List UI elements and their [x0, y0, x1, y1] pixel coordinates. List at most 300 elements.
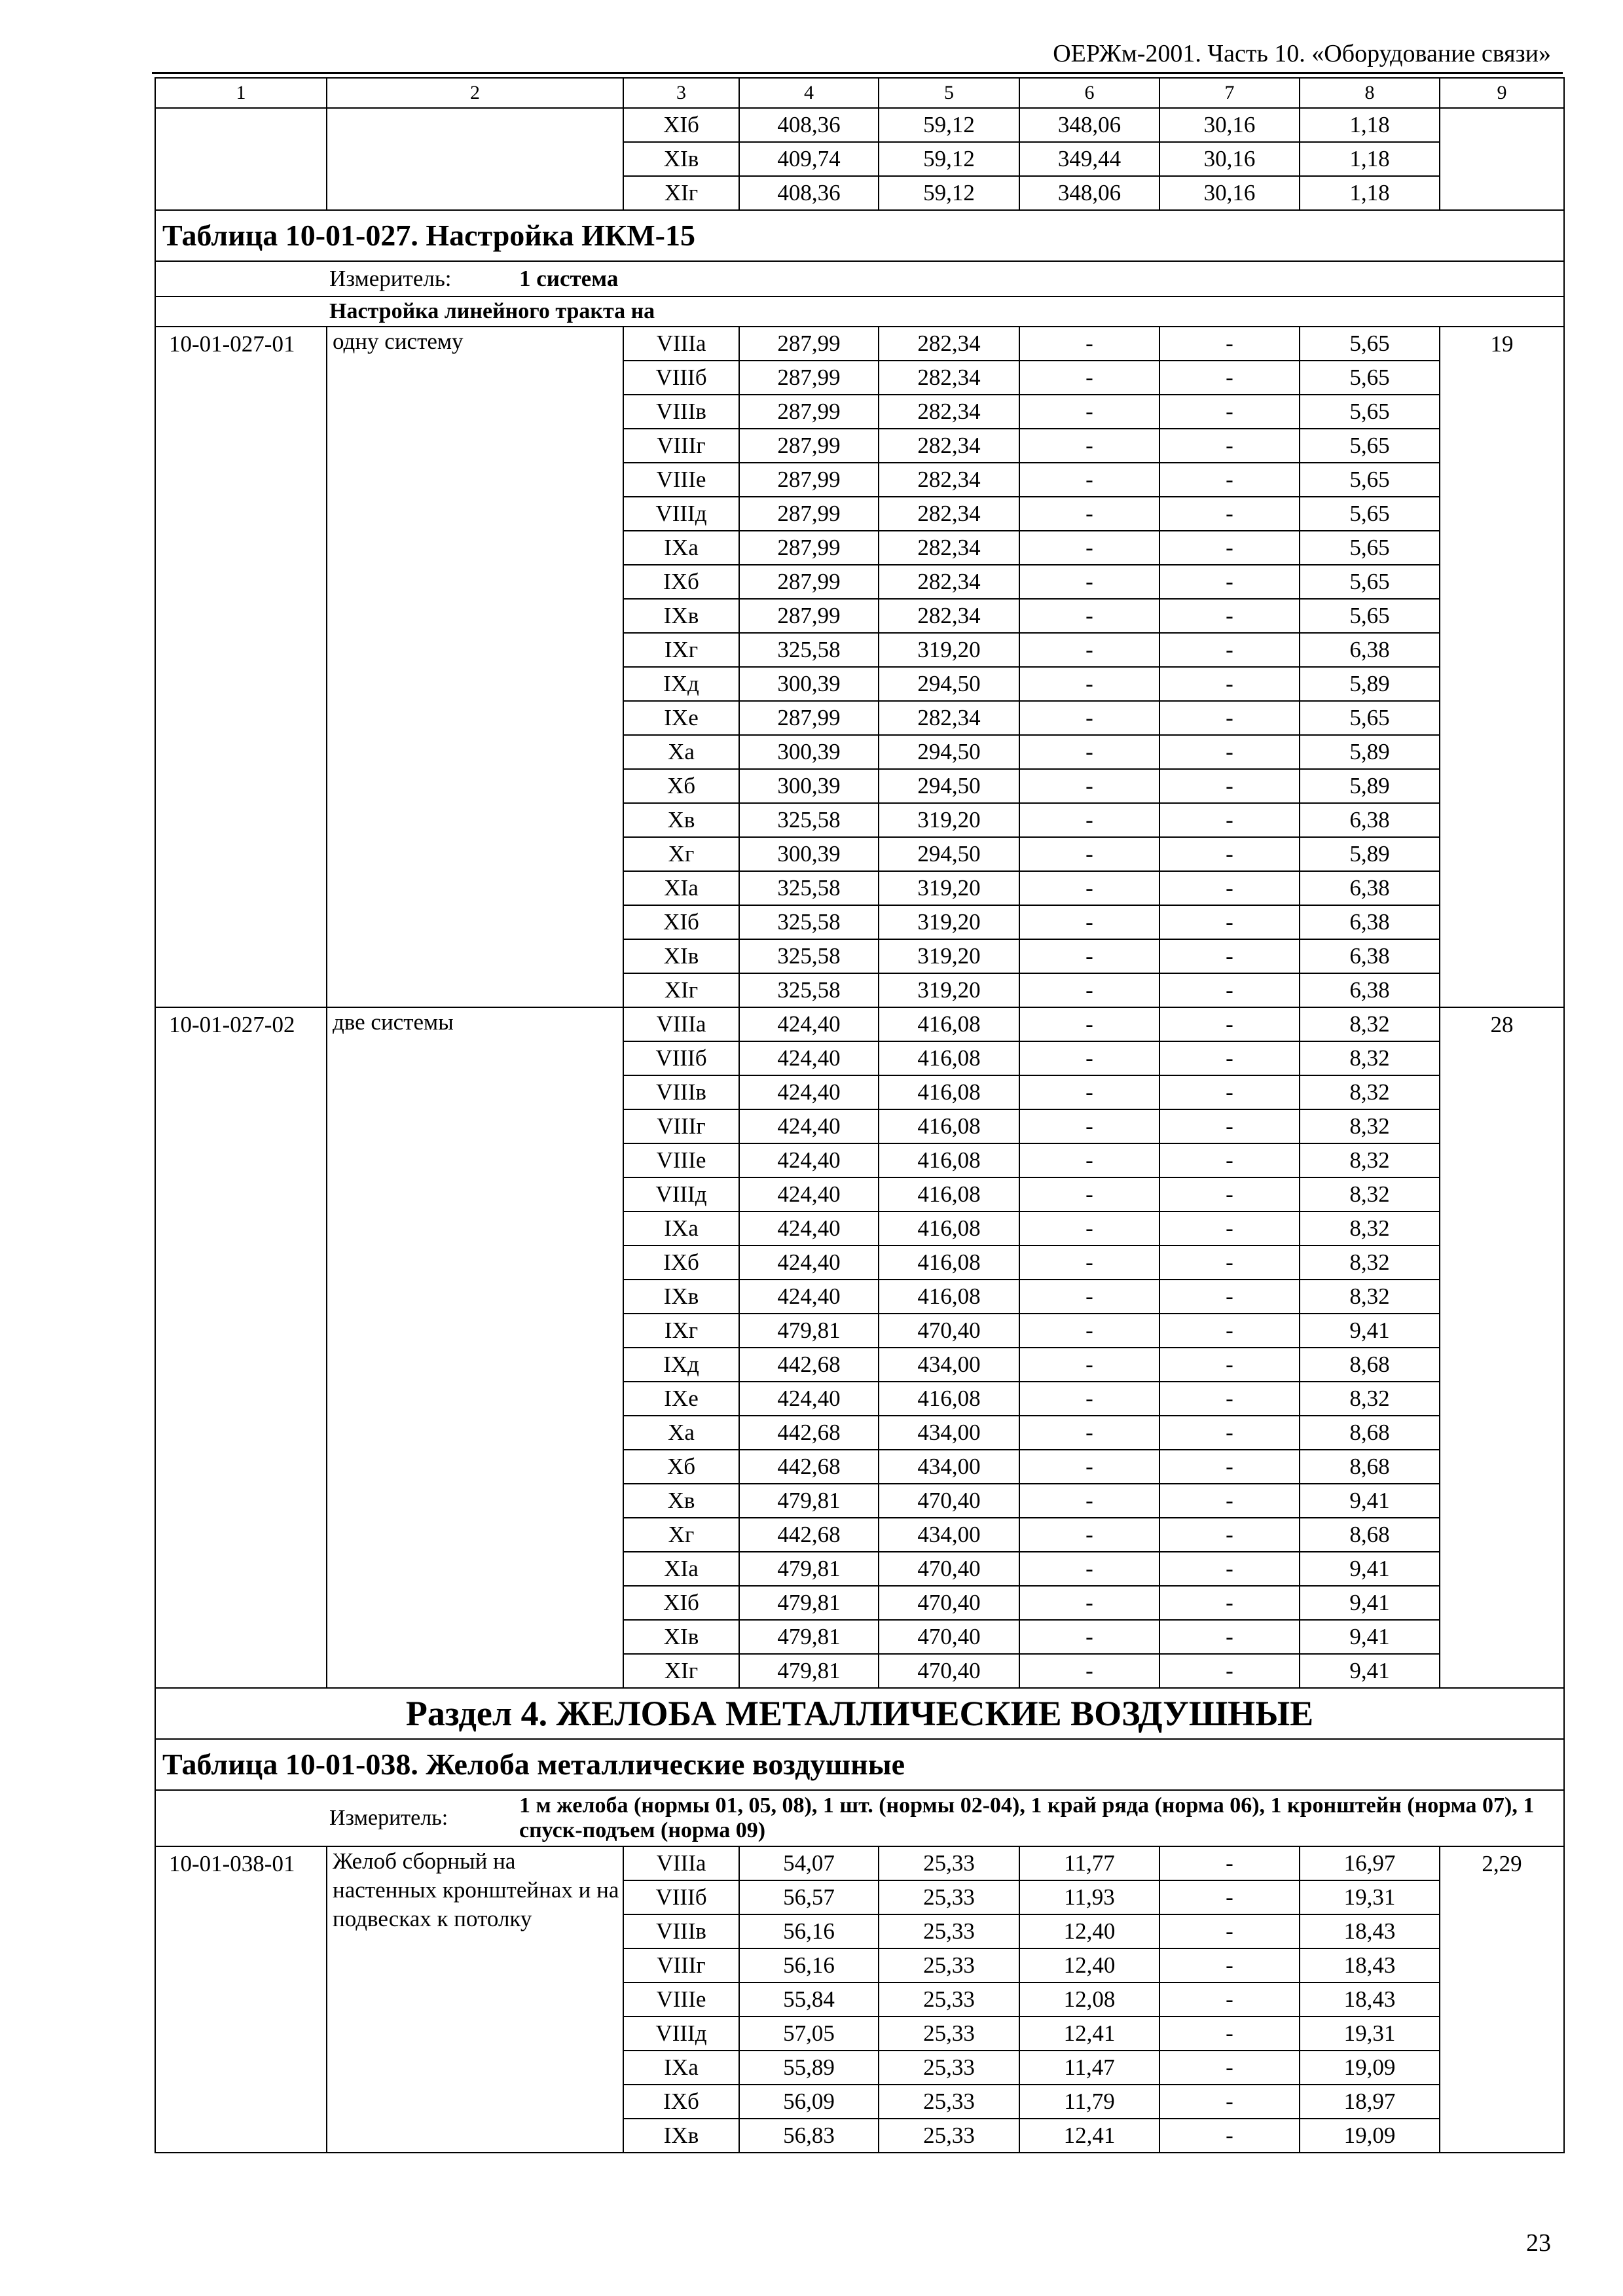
table-cell: 8,32	[1300, 1075, 1440, 1109]
table-cell: 55,84	[739, 1982, 879, 2017]
table-cell: -	[1159, 837, 1300, 871]
table-cell: 8,68	[1300, 1518, 1440, 1552]
table-cell: 25,33	[879, 2119, 1019, 2153]
table-cell: VIIIв	[623, 1914, 739, 1948]
table-cell: XIб	[623, 905, 739, 939]
table-cell: -	[1159, 1314, 1300, 1348]
table-cell: -	[1159, 395, 1300, 429]
table-cell: 54,07	[739, 1846, 879, 1880]
table-cell: 470,40	[879, 1552, 1019, 1586]
table-cell: 325,58	[739, 803, 879, 837]
table-cell: 294,50	[879, 667, 1019, 701]
table-cell: -	[1159, 939, 1300, 973]
table-cell: 5,65	[1300, 497, 1440, 531]
table-cell: Xв	[623, 1484, 739, 1518]
table-cell: 294,50	[879, 735, 1019, 769]
table-cell: 479,81	[739, 1586, 879, 1620]
table-cell: -	[1019, 327, 1159, 361]
table-cell: 282,34	[879, 531, 1019, 565]
table-cell: 479,81	[739, 1620, 879, 1654]
table-cell: IXд	[623, 667, 739, 701]
table-cell: -	[1019, 1007, 1159, 1041]
table-cell: 11,77	[1019, 1846, 1159, 1880]
table-cell: 9,41	[1300, 1586, 1440, 1620]
table-cell: 6,38	[1300, 871, 1440, 905]
table-cell: -	[1159, 1075, 1300, 1109]
table-cell: -	[1159, 735, 1300, 769]
table-cell: 25,33	[879, 2051, 1019, 2085]
table-cell: VIIIг	[623, 429, 739, 463]
table-cell: -	[1159, 871, 1300, 905]
table-cell: 282,34	[879, 429, 1019, 463]
table-cell: 6,38	[1300, 633, 1440, 667]
table-cell: Xа	[623, 735, 739, 769]
table-cell: 18,43	[1300, 1982, 1440, 2017]
table-cell: 19,31	[1300, 2017, 1440, 2051]
section-title-row	[155, 1688, 1564, 1739]
table-cell: 287,99	[739, 361, 879, 395]
table-cell: 434,00	[879, 1348, 1019, 1382]
table-cell: Xг	[623, 837, 739, 871]
table-cell: 287,99	[739, 395, 879, 429]
table-cell: 319,20	[879, 973, 1019, 1007]
table-cell: VIIIа	[623, 1846, 739, 1880]
table-cell: 5,89	[1300, 837, 1440, 871]
table-cell: -	[1159, 1007, 1300, 1041]
table-cell: 6,38	[1300, 803, 1440, 837]
table-cell: IXб	[623, 1246, 739, 1280]
table-cell: -	[1019, 701, 1159, 735]
table-cell: 56,57	[739, 1880, 879, 1914]
table-row	[155, 1846, 1564, 1880]
table-cell: 8,32	[1300, 1211, 1440, 1246]
table-cell: -	[1159, 1382, 1300, 1416]
table-cell: -	[1159, 905, 1300, 939]
table-cell: -	[1159, 463, 1300, 497]
table-cell: 416,08	[879, 1007, 1019, 1041]
name-cell	[327, 108, 623, 210]
table-title: Таблица 10-01-038. Желоба металлические воздушные	[155, 1739, 1564, 1790]
table-cell: 5,65	[1300, 395, 1440, 429]
table-cell: -	[1019, 1109, 1159, 1143]
table-cell: 442,68	[739, 1450, 879, 1484]
table-cell: -	[1159, 361, 1300, 395]
norm-name: Желоб сборный на настенных кронштейнах и на подвесках к потолку	[327, 1846, 623, 2153]
table-cell: 59,12	[879, 176, 1019, 210]
table-cell: VIIIд	[623, 2017, 739, 2051]
table-cell: -	[1019, 939, 1159, 973]
table-cell: 25,33	[879, 2085, 1019, 2119]
table-cell: 1,18	[1300, 176, 1440, 210]
measure-row	[155, 261, 1564, 296]
table-cell: XIа	[623, 871, 739, 905]
table-cell: 319,20	[879, 905, 1019, 939]
table-cell: -	[1159, 1041, 1300, 1075]
table-cell: 287,99	[739, 565, 879, 599]
table-cell: 30,16	[1159, 176, 1300, 210]
table-cell: IXг	[623, 1314, 739, 1348]
table-cell: -	[1019, 1348, 1159, 1382]
table-cell: 5,65	[1300, 463, 1440, 497]
table-cell: 282,34	[879, 361, 1019, 395]
table-cell: 319,20	[879, 633, 1019, 667]
table-cell: 25,33	[879, 2017, 1019, 2051]
norm-name: две системы	[327, 1007, 623, 1688]
table-cell: Xг	[623, 1518, 739, 1552]
table-cell: -	[1019, 735, 1159, 769]
table-cell: 1,18	[1300, 142, 1440, 176]
table-cell: 5,65	[1300, 599, 1440, 633]
table-cell: -	[1019, 497, 1159, 531]
table-cell: 470,40	[879, 1654, 1019, 1688]
table-cell: 287,99	[739, 531, 879, 565]
table-row	[155, 108, 1564, 142]
header-rule	[152, 72, 1563, 74]
table-cell: 5,65	[1300, 565, 1440, 599]
column-number: 8	[1300, 78, 1440, 108]
table-cell: Xв	[623, 803, 739, 837]
table-cell: 12,40	[1019, 1948, 1159, 1982]
table-cell: 6,38	[1300, 939, 1440, 973]
table-cell: 434,00	[879, 1450, 1019, 1484]
table-cell: -	[1159, 1211, 1300, 1246]
table-cell: 8,32	[1300, 1109, 1440, 1143]
table-cell: 6,38	[1300, 973, 1440, 1007]
table-title-row	[155, 1739, 1564, 1790]
table-cell: VIIIд	[623, 497, 739, 531]
table-cell: -	[1159, 1846, 1300, 1880]
table-cell: 25,33	[879, 1880, 1019, 1914]
table-cell: -	[1019, 803, 1159, 837]
table-cell: 424,40	[739, 1382, 879, 1416]
table-cell: -	[1159, 1246, 1300, 1280]
table-cell: -	[1159, 497, 1300, 531]
table-cell: IXа	[623, 531, 739, 565]
table-cell: -	[1019, 667, 1159, 701]
table-cell: 9,41	[1300, 1314, 1440, 1348]
table-cell: 18,43	[1300, 1914, 1440, 1948]
table-cell: 408,36	[739, 176, 879, 210]
table-cell: 5,89	[1300, 769, 1440, 803]
measure-label: Измеритель:	[329, 1806, 448, 1830]
table-cell: -	[1159, 599, 1300, 633]
table-cell: -	[1159, 701, 1300, 735]
table-cell: 479,81	[739, 1484, 879, 1518]
table-cell: VIIIб	[623, 361, 739, 395]
table-cell: 470,40	[879, 1586, 1019, 1620]
running-header: ОЕРЖм-2001. Часть 10. «Оборудование связи»	[1053, 40, 1551, 67]
table-cell: 294,50	[879, 769, 1019, 803]
table-cell: VIIIа	[623, 1007, 739, 1041]
table-cell: -	[1159, 531, 1300, 565]
table-cell: 5,65	[1300, 429, 1440, 463]
table-cell: VIIIа	[623, 327, 739, 361]
table-cell: 319,20	[879, 871, 1019, 905]
column-number: 5	[879, 78, 1019, 108]
table-cell: 416,08	[879, 1041, 1019, 1075]
table-cell: -	[1159, 1948, 1300, 1982]
table-cell: -	[1019, 1450, 1159, 1484]
table-cell: IXе	[623, 1382, 739, 1416]
table-cell: 5,89	[1300, 667, 1440, 701]
table-cell: XIв	[623, 1620, 739, 1654]
table-cell: -	[1019, 1416, 1159, 1450]
table-cell: IXа	[623, 1211, 739, 1246]
table-cell: 8,32	[1300, 1382, 1440, 1416]
table-cell: -	[1159, 1654, 1300, 1688]
table-cell: -	[1019, 871, 1159, 905]
table-cell: 56,16	[739, 1948, 879, 1982]
table-cell: 300,39	[739, 667, 879, 701]
measure-value: 1 система	[519, 266, 619, 291]
table-cell: VIIIв	[623, 1075, 739, 1109]
table-cell: -	[1159, 327, 1300, 361]
measure-grid	[156, 1791, 1561, 1846]
table-cell: -	[1159, 1450, 1300, 1484]
table-cell: 11,47	[1019, 2051, 1159, 2085]
table-cell: IXв	[623, 599, 739, 633]
table-cell: 25,33	[879, 1914, 1019, 1948]
table-cell: -	[1019, 429, 1159, 463]
table-cell: 287,99	[739, 701, 879, 735]
table-cell: 416,08	[879, 1143, 1019, 1177]
table-cell: 424,40	[739, 1007, 879, 1041]
measure-row	[155, 1790, 1564, 1846]
table-cell: IXа	[623, 2051, 739, 2085]
table-cell: -	[1159, 2119, 1300, 2153]
table-subheading: Настройка линейного тракта на	[155, 296, 1564, 327]
table-cell: -	[1159, 1880, 1300, 1914]
table-cell: -	[1019, 1041, 1159, 1075]
table-cell: 416,08	[879, 1075, 1019, 1109]
table-row	[155, 327, 1564, 361]
table-cell: -	[1159, 1552, 1300, 1586]
table-cell: 409,74	[739, 142, 879, 176]
table-cell: -	[1019, 1143, 1159, 1177]
table-cell: -	[1159, 973, 1300, 1007]
table-cell: -	[1019, 905, 1159, 939]
table-row	[155, 1007, 1564, 1041]
measure-label: Измеритель:	[329, 266, 452, 291]
table-cell: 287,99	[739, 497, 879, 531]
table-cell: 424,40	[739, 1109, 879, 1143]
table-cell: XIг	[623, 176, 739, 210]
table-cell: -	[1019, 1382, 1159, 1416]
table-cell: -	[1019, 599, 1159, 633]
table-cell: 25,33	[879, 1982, 1019, 2017]
table-cell: 287,99	[739, 463, 879, 497]
table-cell: 11,93	[1019, 1880, 1159, 1914]
table-cell: 325,58	[739, 939, 879, 973]
table-cell: IXб	[623, 565, 739, 599]
table-cell: 282,34	[879, 599, 1019, 633]
table-cell: 349,44	[1019, 142, 1159, 176]
table-cell: 9,41	[1300, 1552, 1440, 1586]
table-cell: 12,41	[1019, 2017, 1159, 2051]
norm-rate: 19	[1440, 327, 1564, 1007]
measure-cell	[155, 1790, 1564, 1846]
table-cell: -	[1019, 633, 1159, 667]
table-cell: 19,09	[1300, 2051, 1440, 2085]
table-cell: -	[1019, 1075, 1159, 1109]
table-cell: -	[1019, 837, 1159, 871]
table-cell: -	[1159, 1914, 1300, 1948]
table-cell: -	[1019, 769, 1159, 803]
table-cell: -	[1159, 769, 1300, 803]
table-cell: 282,34	[879, 497, 1019, 531]
table-cell: VIIIе	[623, 463, 739, 497]
table-cell: -	[1019, 1314, 1159, 1348]
table-cell: 8,32	[1300, 1280, 1440, 1314]
table-cell: -	[1019, 1586, 1159, 1620]
table-cell: 424,40	[739, 1177, 879, 1211]
table-cell: 319,20	[879, 803, 1019, 837]
table-cell: 12,40	[1019, 1914, 1159, 1948]
table-cell: 8,68	[1300, 1450, 1440, 1484]
table-cell: 25,33	[879, 1948, 1019, 1982]
table-cell: 325,58	[739, 973, 879, 1007]
table-cell: Xб	[623, 769, 739, 803]
norm-code: 10-01-027-02	[155, 1007, 327, 1688]
table-cell: -	[1159, 1109, 1300, 1143]
table-cell: IXг	[623, 633, 739, 667]
table-cell: 11,79	[1019, 2085, 1159, 2119]
table-cell: VIIIг	[623, 1948, 739, 1982]
table-cell: VIIIв	[623, 395, 739, 429]
table-cell: -	[1019, 463, 1159, 497]
table-cell: -	[1019, 1620, 1159, 1654]
table-cell: -	[1159, 1348, 1300, 1382]
table-cell: -	[1019, 395, 1159, 429]
table-cell: 325,58	[739, 633, 879, 667]
table-cell: -	[1159, 1484, 1300, 1518]
table-cell: 8,32	[1300, 1041, 1440, 1075]
table-cell: 19,09	[1300, 2119, 1440, 2153]
table-cell: 5,65	[1300, 361, 1440, 395]
column-number: 7	[1159, 78, 1300, 108]
norm-name: одну систему	[327, 327, 623, 1007]
table-cell: 8,32	[1300, 1143, 1440, 1177]
table-cell: XIб	[623, 1586, 739, 1620]
table-cell: 442,68	[739, 1348, 879, 1382]
table-cell: -	[1159, 565, 1300, 599]
table-cell: 300,39	[739, 769, 879, 803]
table-cell: 479,81	[739, 1654, 879, 1688]
table-cell: -	[1019, 1280, 1159, 1314]
measure-value: 1 м желоба (нормы 01, 05, 08), 1 шт. (нормы 02-04), 1 край ряда (норма 06), 1 кронштейн (норма 07), 1 спуск-подъем (норма 09)	[519, 1793, 1535, 1842]
table-cell: 416,08	[879, 1382, 1019, 1416]
column-number: 1	[155, 78, 327, 108]
table-cell: 348,06	[1019, 108, 1159, 142]
table-cell: XIв	[623, 939, 739, 973]
section-title: Раздел 4. ЖЕЛОБА МЕТАЛЛИЧЕСКИЕ ВОЗДУШНЫЕ	[155, 1688, 1564, 1739]
norms-table	[155, 77, 1565, 2153]
table-cell: 8,32	[1300, 1007, 1440, 1041]
table-cell: 5,65	[1300, 327, 1440, 361]
table-cell: 8,68	[1300, 1348, 1440, 1382]
table-cell: 416,08	[879, 1211, 1019, 1246]
table-cell: -	[1159, 1586, 1300, 1620]
norm-code: 10-01-038-01	[155, 1846, 327, 2153]
table-cell: IXд	[623, 1348, 739, 1382]
table-cell: 424,40	[739, 1075, 879, 1109]
table-cell: VIIIб	[623, 1880, 739, 1914]
table-cell: 434,00	[879, 1416, 1019, 1450]
table-cell: -	[1019, 1518, 1159, 1552]
table-cell: 30,16	[1159, 142, 1300, 176]
table-cell: 479,81	[739, 1314, 879, 1348]
table-cell: Xа	[623, 1416, 739, 1450]
table-cell: Xб	[623, 1450, 739, 1484]
table-cell: 30,16	[1159, 108, 1300, 142]
table-cell: 8,32	[1300, 1177, 1440, 1211]
table-cell: XIб	[623, 108, 739, 142]
table-cell: 442,68	[739, 1518, 879, 1552]
table-cell: 416,08	[879, 1109, 1019, 1143]
table-cell: 19,31	[1300, 1880, 1440, 1914]
table-cell: 282,34	[879, 395, 1019, 429]
table-cell: XIа	[623, 1552, 739, 1586]
column-number: 2	[327, 78, 623, 108]
table-cell: -	[1019, 1211, 1159, 1246]
table-cell: 8,68	[1300, 1416, 1440, 1450]
table-cell: 8,32	[1300, 1246, 1440, 1280]
measure-cell	[155, 261, 1564, 296]
table-cell: 348,06	[1019, 176, 1159, 210]
code-cell	[155, 108, 327, 210]
table-cell: IXв	[623, 2119, 739, 2153]
table-cell: 408,36	[739, 108, 879, 142]
table-cell: -	[1019, 1246, 1159, 1280]
table-body	[155, 78, 1564, 2153]
table-cell: -	[1159, 1143, 1300, 1177]
table-cell: 5,65	[1300, 701, 1440, 735]
table-cell: 55,89	[739, 2051, 879, 2085]
column-number-row	[155, 78, 1564, 108]
table-cell: 5,65	[1300, 531, 1440, 565]
table-cell: -	[1019, 1552, 1159, 1586]
table-cell: 434,00	[879, 1518, 1019, 1552]
table-cell: 9,41	[1300, 1620, 1440, 1654]
table-cell: 9,41	[1300, 1654, 1440, 1688]
table-cell: -	[1019, 1484, 1159, 1518]
norm-code: 10-01-027-01	[155, 327, 327, 1007]
table-cell: 470,40	[879, 1620, 1019, 1654]
table-title: Таблица 10-01-027. Настройка ИКМ-15	[155, 210, 1564, 261]
table-cell: 18,43	[1300, 1948, 1440, 1982]
table-cell: -	[1159, 1416, 1300, 1450]
table-cell: 294,50	[879, 837, 1019, 871]
table-cell: -	[1159, 1982, 1300, 2017]
table-cell: -	[1159, 2085, 1300, 2119]
table-cell: 416,08	[879, 1246, 1019, 1280]
table-cell: XIв	[623, 142, 739, 176]
table-cell: IXе	[623, 701, 739, 735]
table-cell: 9,41	[1300, 1484, 1440, 1518]
table-cell: 5,89	[1300, 735, 1440, 769]
table-cell: -	[1019, 361, 1159, 395]
table-cell: -	[1159, 803, 1300, 837]
rate-cell	[1440, 108, 1564, 210]
table-cell: IXб	[623, 2085, 739, 2119]
table-cell: 282,34	[879, 327, 1019, 361]
table-cell: 325,58	[739, 905, 879, 939]
table-cell: 56,16	[739, 1914, 879, 1948]
table-cell: 424,40	[739, 1143, 879, 1177]
table-cell: -	[1019, 565, 1159, 599]
table-cell: 56,83	[739, 2119, 879, 2153]
table-cell: 470,40	[879, 1314, 1019, 1348]
